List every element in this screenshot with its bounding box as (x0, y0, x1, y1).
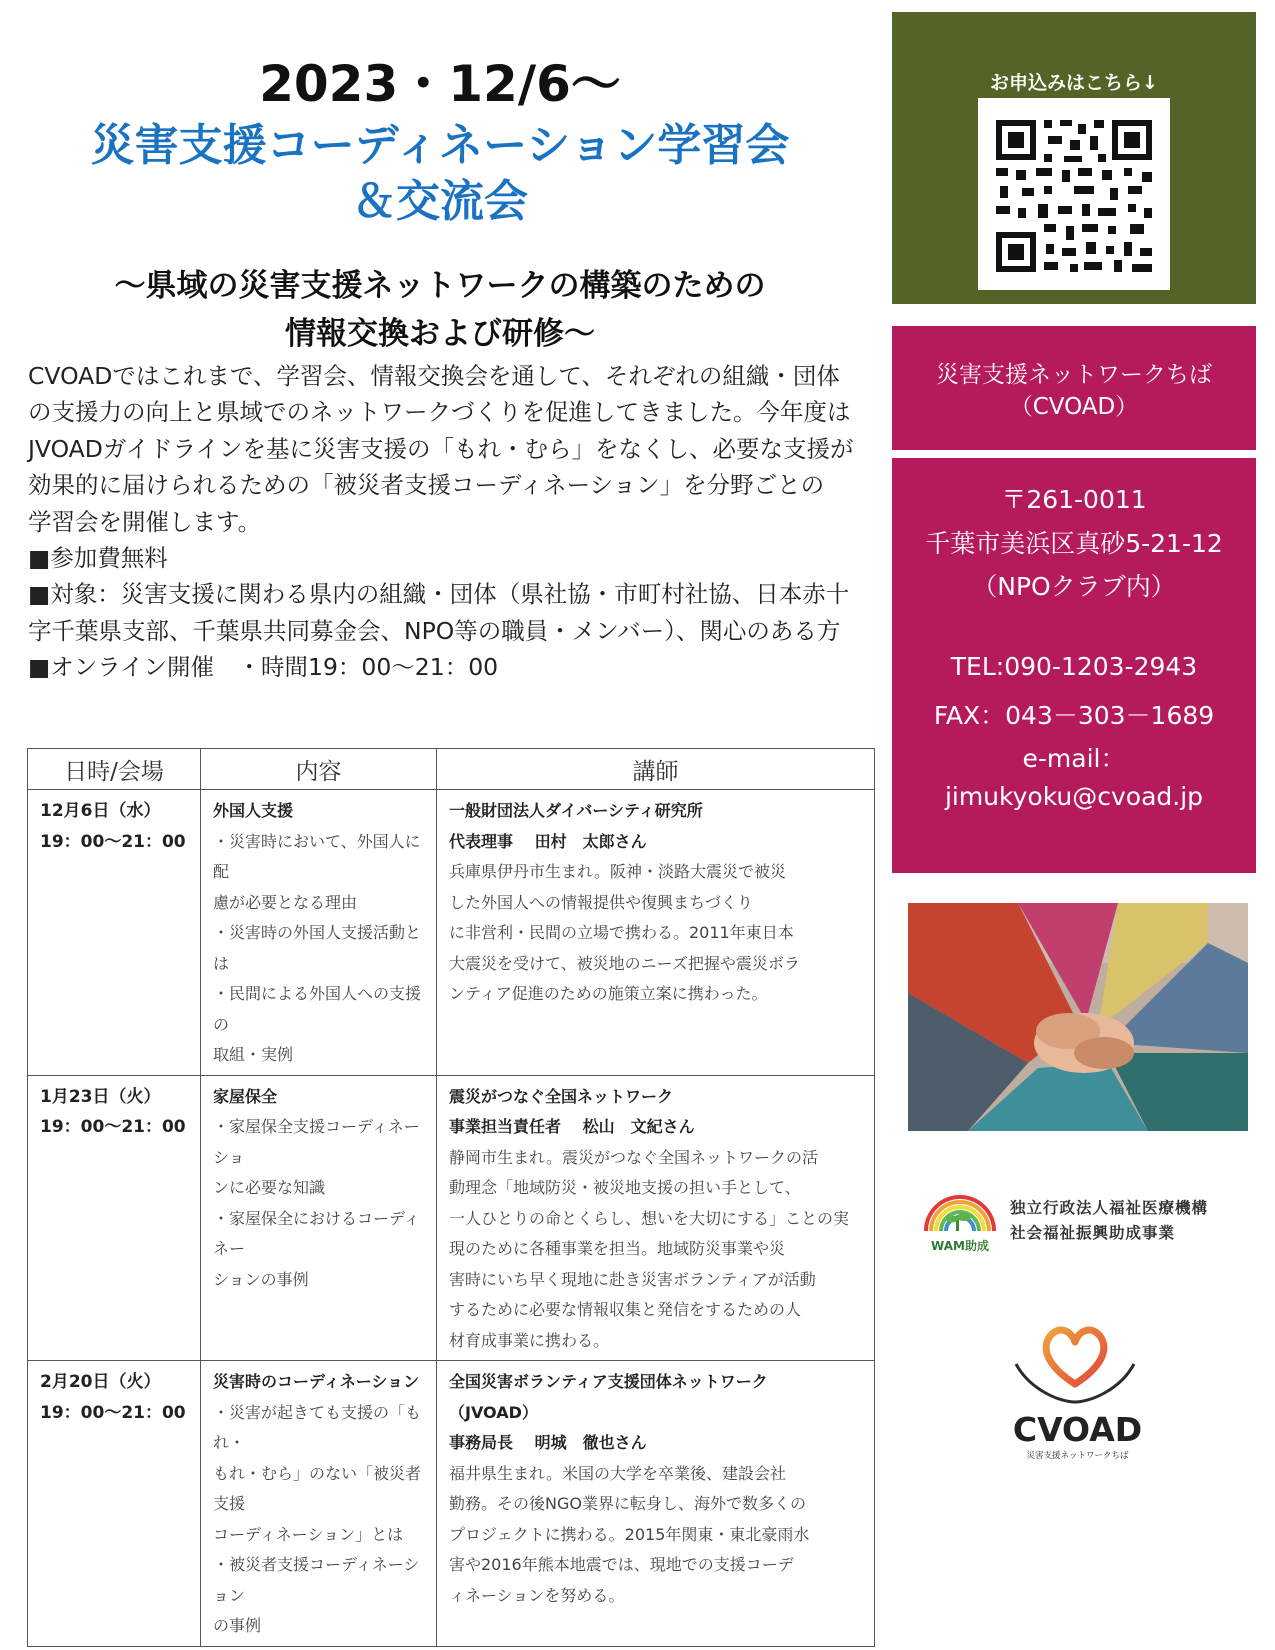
event-subtitle-line2: 情報交換および研修～ (285, 316, 595, 352)
cvoad-logo-mark (1010, 1320, 1140, 1408)
session-topic: 家屋保全 (213, 1086, 278, 1106)
target-line: ■対象：災害支援に関わる県内の組織・団体（県社協・市町村社協、日本赤十 (28, 580, 850, 609)
header-datetime: 日時/会場 (28, 749, 201, 790)
hands-together-photo (908, 903, 1248, 1131)
topic-line: 取組・実例 (213, 1045, 294, 1064)
lecturer-bio-line: 動理念「地域防災・被災地支援の担い手として、 (449, 1178, 801, 1197)
topic-line: ・被災者支援コーディネーション (213, 1555, 420, 1605)
cvoad-logo-subtext: 災害支援ネットワークちば (1026, 1451, 1129, 1461)
lecturer-bio-line: 現のために各種事業を担当。地域防災事業や災 (449, 1239, 786, 1258)
session-lecturer (437, 1361, 875, 1647)
lecturer-bio-line: 大震災を受けて、被災地のニーズ把握や震災ボラ (449, 953, 800, 973)
header-lecturer: 講師 (437, 749, 875, 790)
session-content (201, 790, 437, 1076)
topic-line: ンに必要な知識 (213, 1178, 326, 1197)
topic-line: の事例 (213, 1616, 262, 1635)
session-topic: 外国人支援 (213, 801, 294, 820)
email-link[interactable]: jimukyoku@cvoad.jp (944, 782, 1204, 811)
wam-logo (920, 1185, 1000, 1257)
lecturer-org: （JVOAD） (449, 1402, 538, 1422)
session-content (201, 1361, 437, 1647)
session-lecturer (437, 1075, 875, 1361)
fee-line: ■参加費無料 (28, 544, 168, 573)
topic-line: もれ・むら」のない「被災者支援 (213, 1463, 422, 1513)
lecturer-bio-line: 害や2016年熊本地震では、現地での支援コーデ (449, 1555, 794, 1574)
schedule-table (27, 748, 875, 1647)
event-subtitle-line1: ～県域の災害支援ネットワークの構築のための (114, 268, 766, 304)
org-name: 災害支援ネットワークちば (936, 362, 1212, 388)
intro-line: の支援力の向上と県域でのネットワークづくりを促進してきました。今年度は (28, 398, 851, 427)
application-qr-code[interactable] (978, 98, 1170, 290)
intro-line: CVOADではこれまで、学習会、情報交換会を通して、それぞれの組織・団体 (28, 362, 840, 390)
wam-badge: WAM助成 (931, 1239, 989, 1253)
lecturer-bio-line: 静岡市生まれ。震災がつなぐ全国ネットワークの活 (449, 1147, 818, 1167)
lecturer-org: 震災がつなぐ全国ネットワーク (449, 1086, 674, 1106)
lecturer-bio-line: 勤務。その後NGO業界に転身し、海外で数多くの (449, 1494, 806, 1513)
session-time: 19：00～21：00 (40, 1117, 186, 1137)
session-date: 12月6日（水） (40, 801, 161, 821)
session-lecturer (437, 790, 875, 1076)
tel[interactable]: TEL:090-1203-2943 (950, 652, 1198, 681)
header-content: 内容 (201, 749, 437, 790)
lecturer-bio-line: した外国人への情報提供や復興まちづくり (449, 892, 753, 912)
lecturer-org: 一般財団法人ダイバーシティ研究所 (449, 801, 703, 820)
topic-line: ・災害時の外国人支援活動と (213, 923, 422, 942)
heart-hands-icon (1010, 1320, 1140, 1408)
table-row (28, 1075, 875, 1361)
lecturer-org: 全国災害ボランティア支援団体ネットワーク (449, 1372, 768, 1391)
event-date: 2023・12/6～ (259, 55, 621, 113)
event-title-line1: 災害支援コーディネーション学習会 (90, 120, 790, 171)
target-line: 字千葉県支部、千葉県共同募金会、NPO等の職員・メンバー）、関心のある方 (28, 616, 841, 645)
lecturer-name: 事業担当責任者 松山 文紀さん (449, 1117, 695, 1136)
intro-line: 効果的に届けられるための「被災者支援コーディネーション」を分野ごとの (28, 471, 825, 500)
lecturer-bio-line: 兵庫県伊丹市生まれ。阪神・淡路大震災で被災 (449, 862, 786, 881)
grant-org: 独立行政法人福祉医療機構 (1010, 1199, 1209, 1217)
cvoad-logo-text: CVOAD (1012, 1410, 1143, 1449)
event-title (0, 118, 880, 230)
session-time: 19：00～21：00 (40, 1402, 186, 1423)
email-label: e-mail： (1022, 744, 1126, 773)
contact-panel (892, 458, 1256, 873)
fax: FAX：043－303－1689 (933, 701, 1215, 730)
session-date: 2月20日（火） (40, 1372, 161, 1392)
session-topic: 災害時のコーディネーション (213, 1372, 420, 1391)
intro-text (28, 358, 858, 686)
grant-program: 社会福祉振興助成事業 (1010, 1224, 1176, 1242)
qr-code-icon (978, 98, 1170, 290)
hands-photo-illustration (908, 903, 1248, 1131)
table-row (28, 790, 875, 1076)
intro-line: JVOADガイドラインを基に災害支援の「もれ・むら」をなくし、必要な支援が (28, 434, 854, 463)
lecturer-bio-line: ンティア促進のための施策立案に携わった。 (449, 984, 768, 1003)
lecturer-bio-line: に非営利・民間の立場で携わる。2011年東日本 (449, 923, 794, 942)
session-content (201, 1075, 437, 1361)
address: 千葉市美浜区真砂5-21-12 (925, 529, 1223, 558)
table-header-row (28, 749, 875, 790)
lecturer-bio-line: するために必要な情報収集と発信をするための人 (449, 1300, 802, 1319)
intro-line: 学習会を開催します。 (28, 507, 262, 536)
application-panel (892, 12, 1256, 304)
topic-line: 慮が必要となる理由 (213, 892, 358, 912)
event-title-line2: ＆交流会 (352, 176, 528, 227)
table-row (28, 1361, 875, 1647)
session-datetime (28, 1075, 201, 1361)
lecturer-bio-line: 一人ひとりの命とくらし、想いを大切にする」ことの実 (449, 1208, 850, 1228)
apply-label: お申込みはこちら↓ (990, 72, 1158, 94)
lecturer-bio-line: 福井県生まれ。米国の大学を卒業後、建設会社 (449, 1463, 786, 1483)
topic-line: ・家屋保全におけるコーディネー (213, 1208, 420, 1258)
postal-code: 〒261-0011 (1001, 485, 1147, 514)
session-time: 19：00～21：00 (40, 831, 186, 852)
lecturer-name: 事務局長 明城 徹也さん (449, 1433, 647, 1452)
lecturer-bio-line: 害時にいち早く現地に赴き災害ボランティアが活動 (449, 1269, 816, 1289)
format-line: ■オンライン開催 ・時間19：00～21：00 (28, 653, 499, 682)
topic-line: ・災害時において、外国人に配 (213, 831, 421, 881)
event-subtitle (0, 262, 880, 358)
topic-line: ションの事例 (213, 1269, 309, 1289)
address-note: （NPOクラブ内） (972, 572, 1176, 601)
topic-line: ・災害が起きても支援の「もれ・ (213, 1402, 422, 1452)
topic-line: コーディネーション」とは (213, 1524, 404, 1544)
lecturer-bio-line: ィネーションを努める。 (449, 1585, 625, 1605)
lecturer-name: 代表理事 田村 太郎さん (449, 831, 647, 851)
topic-line: ・家屋保全支援コーディネーショ (213, 1117, 420, 1167)
session-datetime (28, 1361, 201, 1647)
lecturer-bio-line: 材育成事業に携わる。 (449, 1330, 610, 1350)
session-datetime (28, 790, 201, 1076)
lecturer-bio-line: プロジェクトに携わる。2015年関東・東北豪雨水 (449, 1524, 810, 1544)
organization-panel (892, 326, 1256, 450)
topic-line: ・民間による外国人への支援の (213, 984, 422, 1034)
topic-line: は (213, 953, 230, 973)
org-abbreviation: （CVOAD） (1009, 394, 1139, 420)
session-date: 1月23日（火） (40, 1086, 161, 1107)
